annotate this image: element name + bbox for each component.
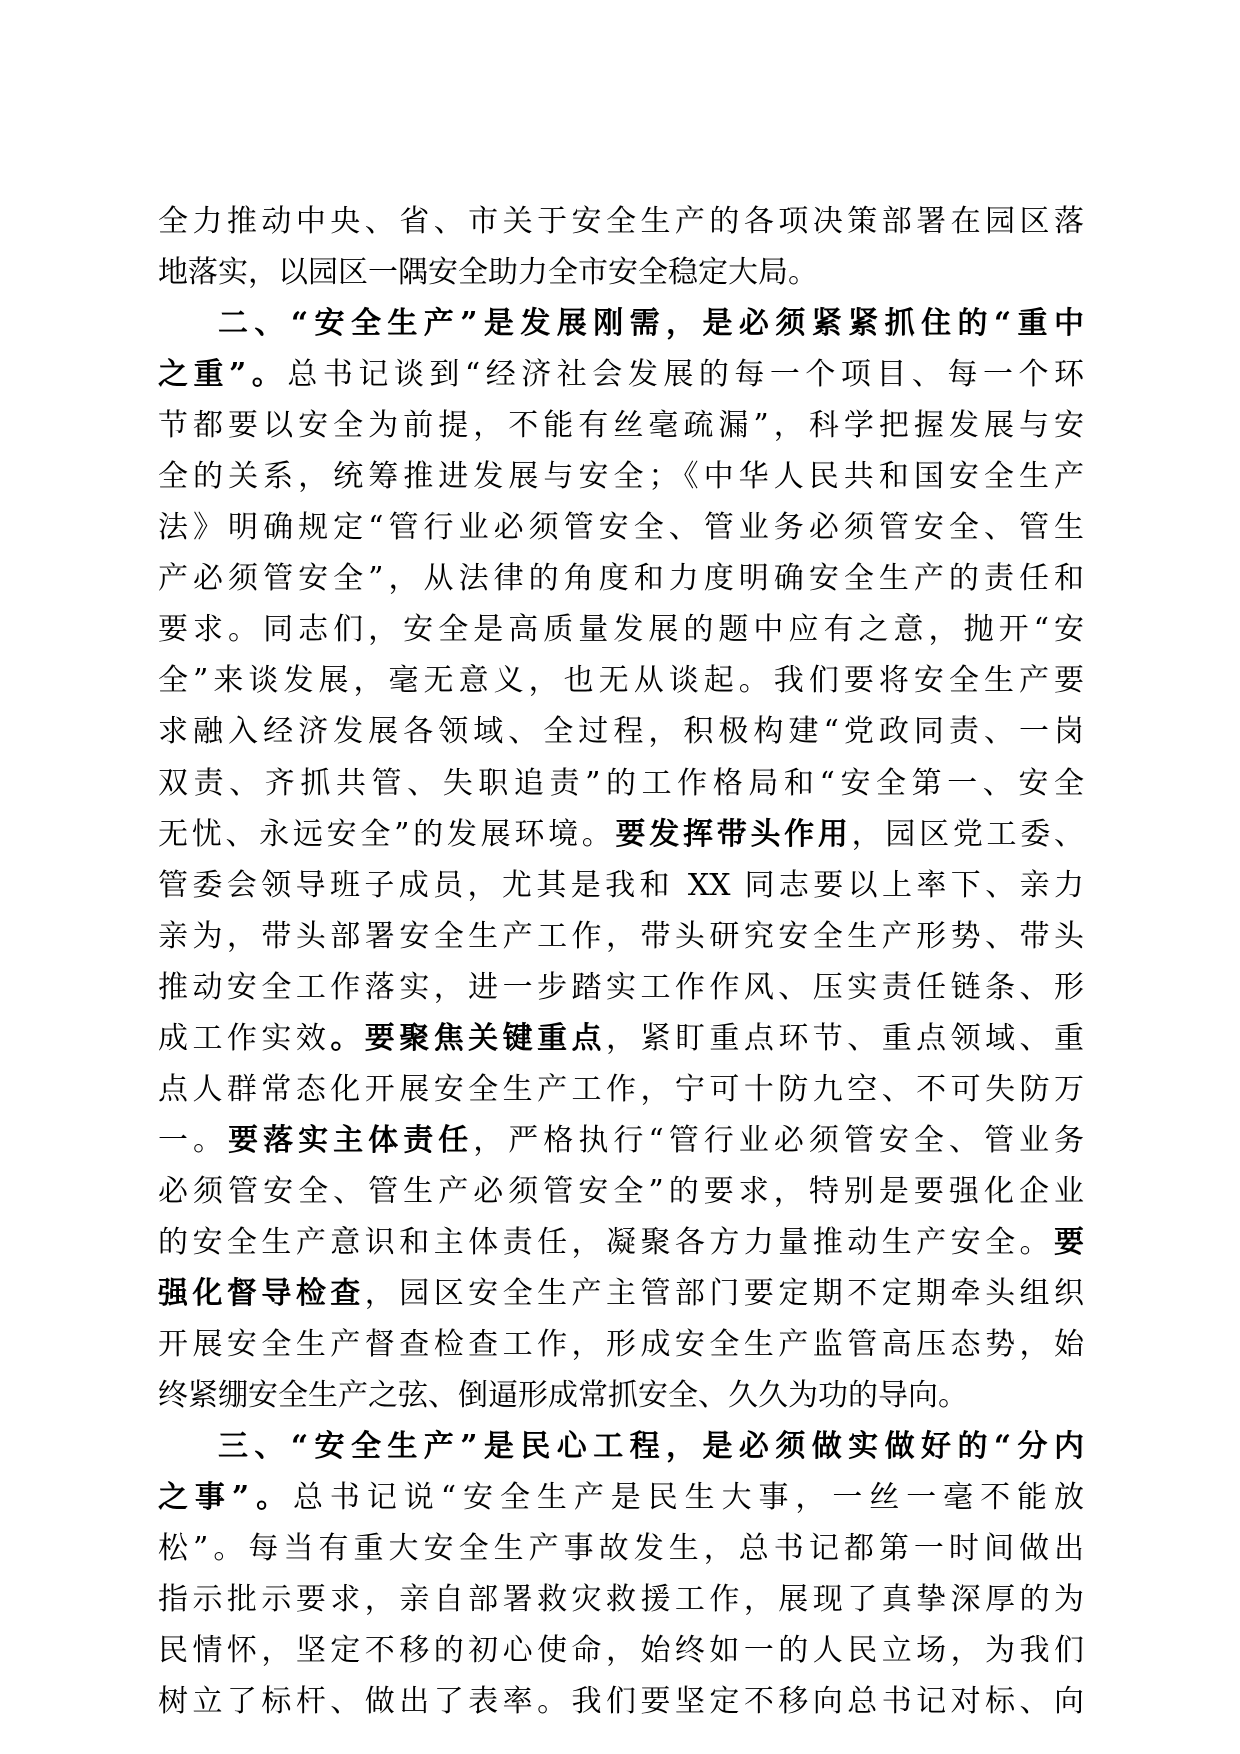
- bold-text-segment: 要落实主体责任: [228, 1122, 474, 1158]
- text-segment: 法》明确规定“管行业必须管安全、管业务必须管安全、管生: [158, 510, 1084, 546]
- body-text-line: [158, 1578, 1084, 1622]
- body-text-line: [158, 1374, 1084, 1418]
- text-segment: 民情怀，坚定不移的初心使命，始终如一的人民立场，为我们: [158, 1633, 1084, 1669]
- bold-text-segment: 要: [1054, 1224, 1084, 1260]
- text-segment: 管委会领导班子成员，尤其是我和 XX 同志要以上率下、亲力: [158, 867, 1084, 903]
- body-text-line: [158, 1221, 1084, 1265]
- text-segment: 总书记说“安全生产是民生大事，一丝一毫不能放: [293, 1480, 1084, 1516]
- body-text-line: [158, 1323, 1084, 1367]
- text-segment: 必须管安全、管生产必须管安全”的要求，特别是要强化企业: [158, 1173, 1084, 1209]
- text-segment: ，园区党工委、: [851, 816, 1084, 852]
- bold-text-segment: 二、“安全生产”是发展刚需，是必须紧紧抓住的“重中: [218, 306, 1084, 342]
- body-text-line: [158, 864, 1084, 908]
- text-segment: ，严格执行“管行业必须管安全、管业务: [473, 1122, 1084, 1158]
- text-segment: 的安全生产意识和主体责任，凝聚各方力量推动生产安全。: [158, 1224, 1054, 1260]
- body-text-line: [158, 1476, 1084, 1520]
- text-segment: 推动安全工作落实，进一步踏实工作作风、压实责任链条、形: [158, 969, 1084, 1005]
- body-text-line: [158, 353, 1084, 397]
- text-segment: 无忧、永远安全”的发展环境。: [158, 816, 616, 852]
- text-segment: 成工作实效: [158, 1020, 331, 1056]
- text-segment: 一。: [158, 1122, 229, 1158]
- bold-text-segment: 强化督导检查: [158, 1275, 365, 1311]
- body-text-line: [158, 455, 1084, 499]
- text-segment: 产必须管安全”，从法律的角度和力度明确安全生产的责任和: [158, 561, 1084, 597]
- section-heading-line: [158, 302, 1084, 346]
- body-text-line: [158, 659, 1084, 703]
- body-text-line: [158, 1170, 1084, 1214]
- body-text-line: [158, 557, 1084, 601]
- body-text-line: [158, 404, 1084, 448]
- text-segment: 松”。每当有重大安全生产事故发生，总书记都第一时间做出: [158, 1531, 1084, 1567]
- text-segment: 全力推动中央、省、市关于安全生产的各项决策部署在园区落: [158, 204, 1084, 239]
- document-page: [158, 200, 1084, 1731]
- text-segment: ，紧盯重点环节、重点领域、重: [606, 1020, 1084, 1056]
- text-segment: 指示批示要求，亲自部署救灾救援工作，展现了真挚深厚的为: [158, 1582, 1084, 1618]
- section-heading-line: [158, 1425, 1084, 1469]
- body-text-line: [158, 1272, 1084, 1316]
- body-text-line: [158, 966, 1084, 1010]
- bold-text-segment: 要发挥带头作用: [615, 816, 852, 852]
- body-text-line: [158, 1527, 1084, 1571]
- text-segment: 要求。同志们，安全是高质量发展的题中应有之意，抛开“安: [158, 612, 1084, 648]
- body-text-line: [158, 200, 1084, 244]
- text-segment: 节都要以安全为前提，不能有丝毫疏漏”，科学把握发展与安: [158, 408, 1084, 444]
- bold-text-segment: 之事”。: [158, 1480, 293, 1516]
- text-segment: 全的关系，统筹推进发展与安全；《中华人民共和国安全生产: [158, 459, 1084, 495]
- body-text-line: [158, 1629, 1084, 1673]
- bold-text-segment: 之重”。: [158, 357, 288, 393]
- text-segment: 点人群常态化开展安全生产工作，宁可十防九空、不可失防万: [158, 1071, 1084, 1107]
- text-segment: 双责、齐抓共管、失职追责”的工作格局和“安全第一、安全: [158, 765, 1084, 801]
- body-text-line: [158, 915, 1084, 959]
- body-text-line: [158, 1680, 1084, 1724]
- text-segment: 全”来谈发展，毫无意义，也无从谈起。我们要将安全生产要: [158, 663, 1084, 699]
- body-text-line: [158, 608, 1084, 652]
- body-text-line: [158, 1119, 1084, 1163]
- text-segment: 开展安全生产督查检查工作，形成安全生产监管高压态势，始: [158, 1327, 1084, 1363]
- text-segment: 终紧绷安全生产之弦、倒逼形成常抓安全、久久为功的导向。: [158, 1378, 968, 1414]
- text-segment: 求融入经济发展各领域、全过程，积极构建“党政同责、一岗: [158, 714, 1084, 750]
- text-segment: 总书记谈到“经济社会发展的每一个项目、每一个环: [287, 357, 1084, 393]
- text-segment: 亲为，带头部署安全生产工作，带头研究安全生产形势、带头: [158, 918, 1084, 954]
- body-text-line: [158, 1017, 1084, 1061]
- body-text-line: [158, 710, 1084, 754]
- bold-text-segment: 。要聚焦关键重点: [330, 1020, 607, 1056]
- text-segment: 地落实，以园区一隅安全助力全市安全稳定大局。: [158, 255, 818, 291]
- text-segment: 树立了标杆、做出了表率。我们要坚定不移向总书记对标、向: [158, 1684, 1084, 1720]
- body-text-line: [158, 813, 1084, 857]
- body-text-line: [158, 762, 1084, 806]
- body-text-line: [158, 251, 1084, 295]
- text-segment: ，园区安全生产主管部门要定期不定期牵头组织: [364, 1275, 1084, 1311]
- body-text-line: [158, 506, 1084, 550]
- body-text-line: [158, 1068, 1084, 1112]
- bold-text-segment: 三、“安全生产”是民心工程，是必须做实做好的“分内: [218, 1429, 1084, 1465]
